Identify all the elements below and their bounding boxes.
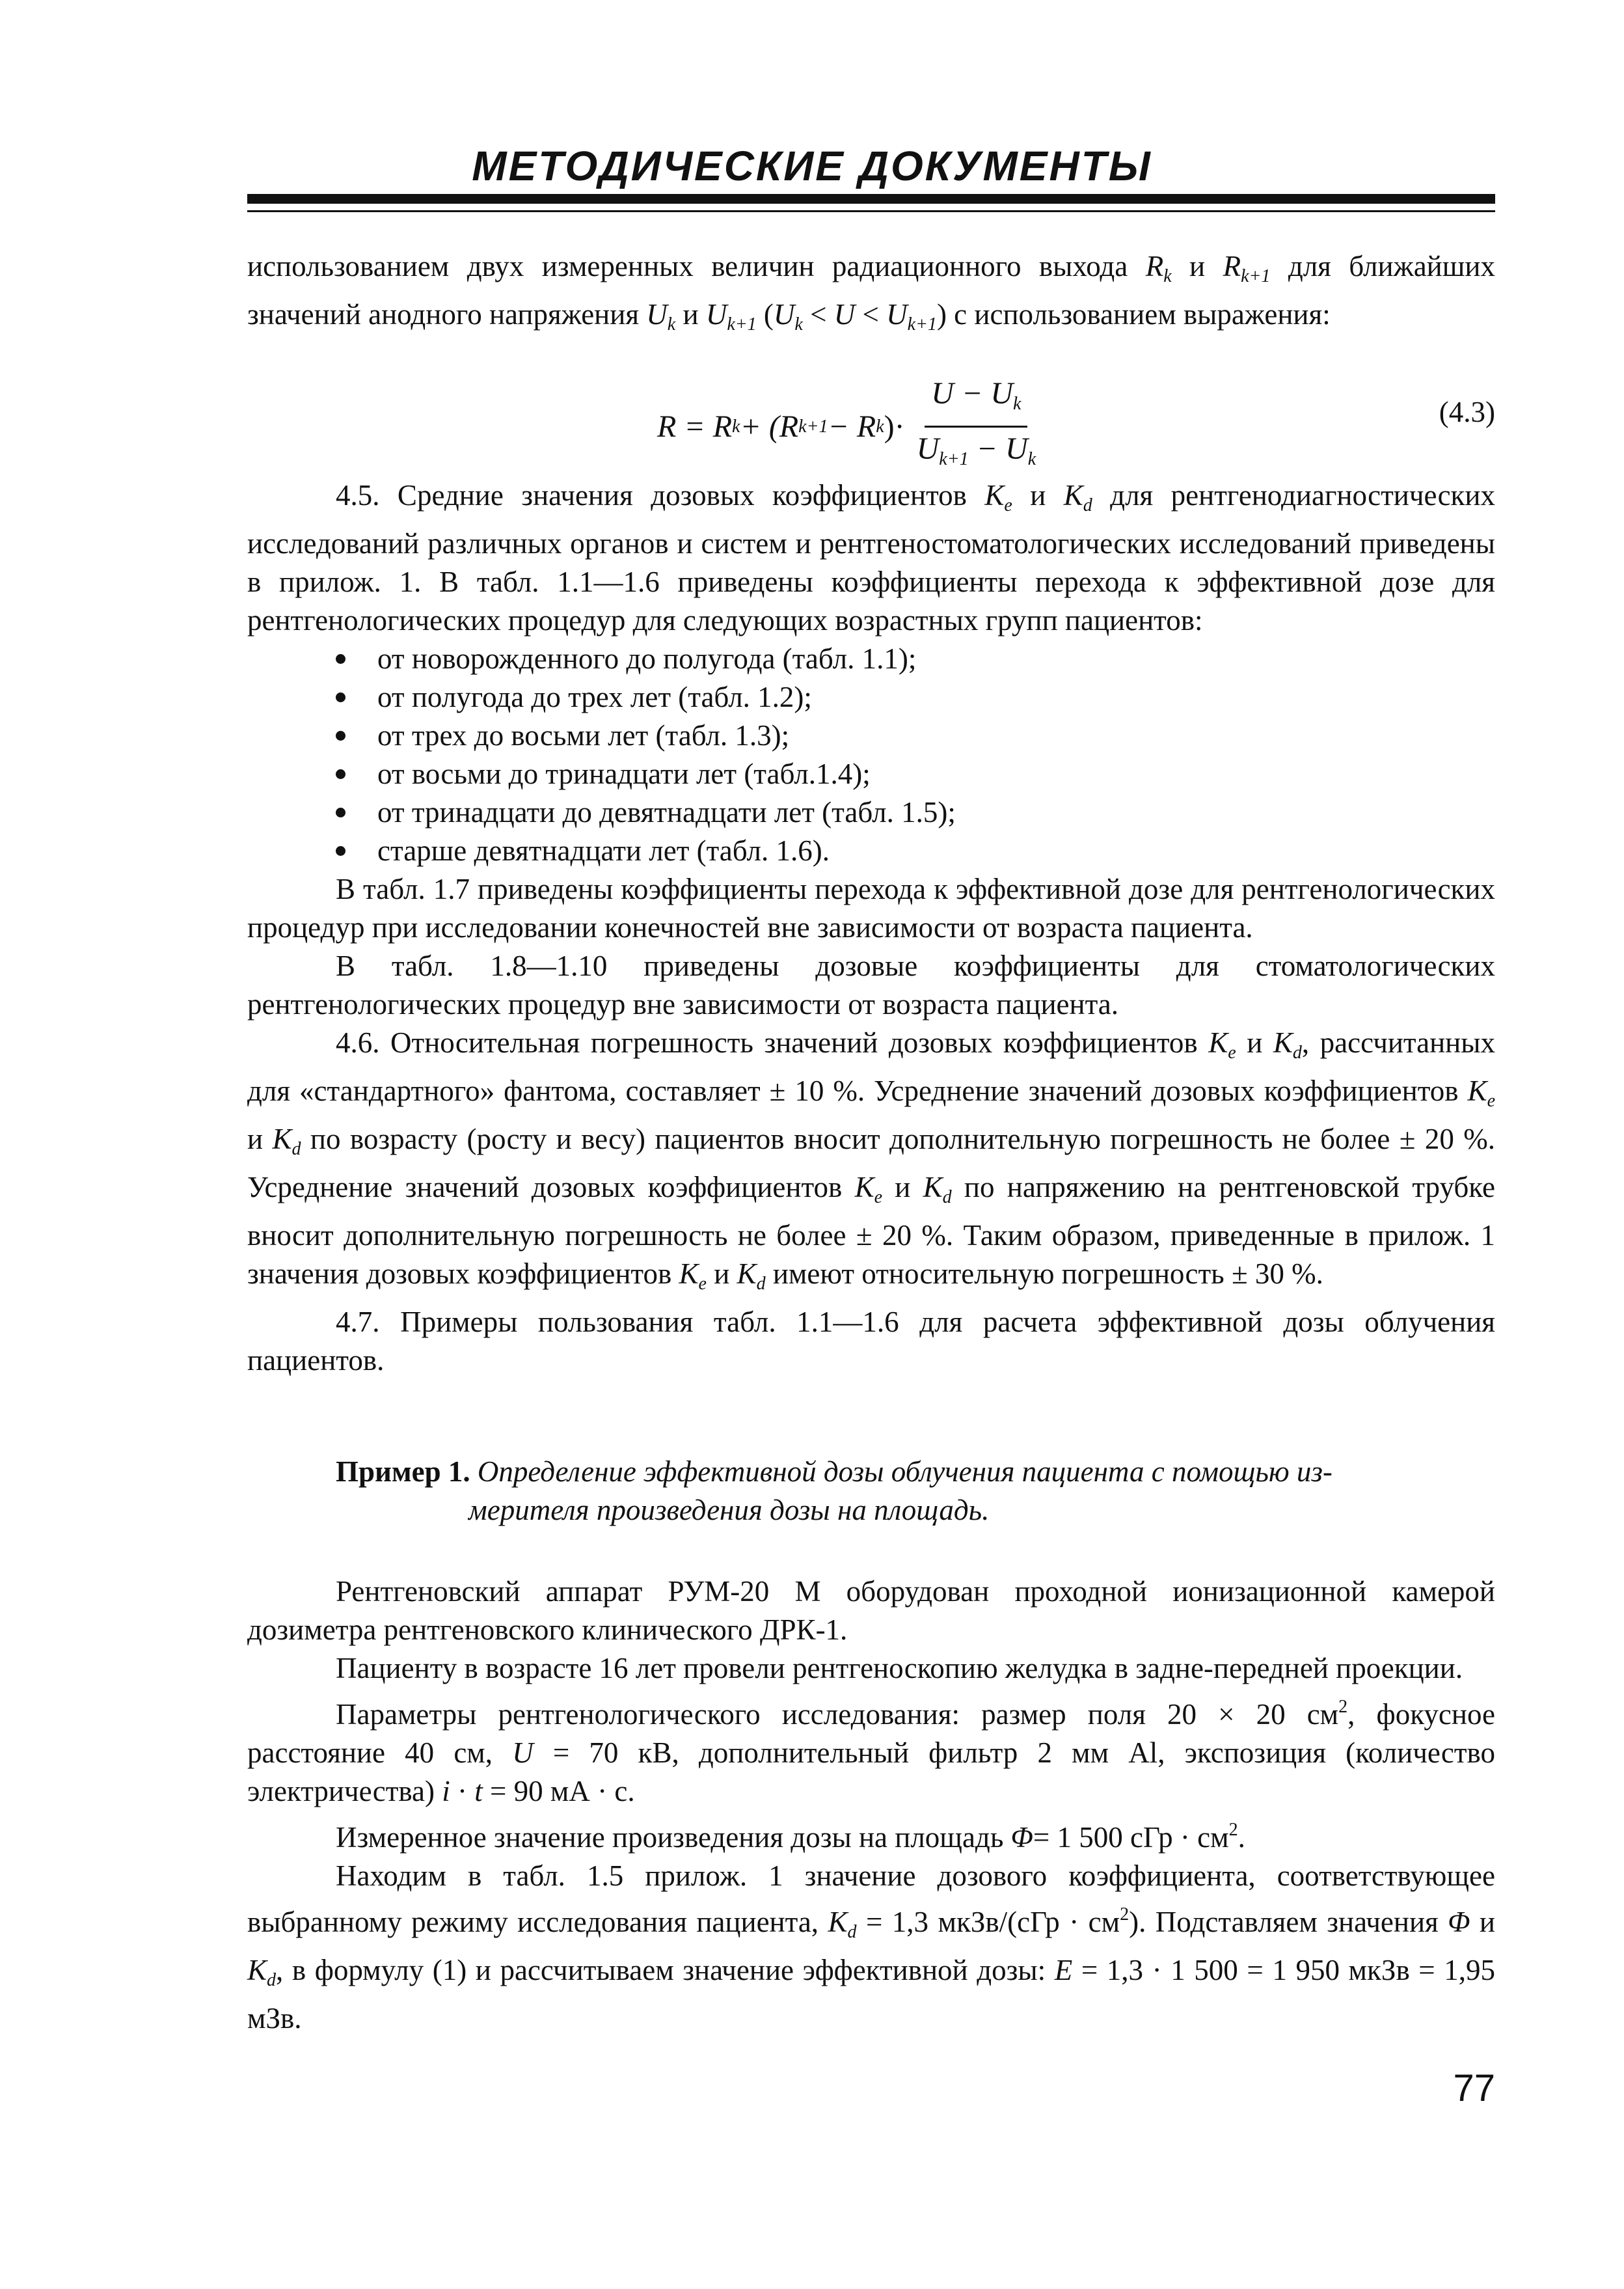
list-item: от полугода до трех лет (табл. 1.2); <box>247 678 1495 717</box>
list-item: от новорожденного до полугода (табл. 1.1); <box>247 640 1495 678</box>
page-body <box>247 247 1495 2038</box>
bullet-icon <box>336 846 345 856</box>
bullet-icon <box>336 654 345 664</box>
paragraph-table-1-7: В табл. 1.7 приведены коэффициенты перехода к эффективной дозе для рентгенологических процедур при исследовании конечностей вне зависимости от возраста пациента. <box>247 873 1495 944</box>
example-paragraph-5: Находим в табл. 1.5 прилож. 1 значение дозового коэффициента, соответствующее выбранному режиму исследования пациента, $K_d = 1,3$ мкЗв/(сГр · $см^2$). Подставляем значения Φ и $K_d$, в формулу (1) и рассчитываем значение эффективной дозы: E = 1,3 · 1 500 = 1 950 мкЗв = 1,95 мЗв. <box>247 1859 1495 2035</box>
bullet-icon <box>336 808 345 817</box>
paragraph-4-7: 4.7. Примеры пользования табл. 1.1—1.6 для расчета эффективной дозы облучения пациентов. <box>247 1306 1495 1377</box>
paragraph-table-1-8: В табл. 1.8—1.10 приведены дозовые коэффициенты для стоматологических рентгенологических процедур вне зависимости от возраста пациента. <box>247 950 1495 1021</box>
list-item: старше девятнадцати лет (табл. 1.6). <box>247 832 1495 870</box>
page-number: 77 <box>1453 2067 1495 2109</box>
formula-fraction: $\frac{U - U_k}{U_{k+1} - U_k}$ <box>916 376 1036 469</box>
header-rule-thick <box>247 194 1495 204</box>
example-title-continued: мерителя произведения дозы на площадь. <box>468 1494 990 1526</box>
running-header: МЕТОДИЧЕСКИЕ ДОКУМЕНТЫ <box>472 143 1152 189</box>
age-groups-list <box>247 640 1495 870</box>
paragraph-4-5: 4.5. Средние значения дозовых коэффициентов $K_e$ и $K_d$ для рентгенодиагностических исследований различных органов и систем и рентгеностоматологических исследований приведены в прилож. 1. В табл. 1.1—1.6 приведены коэффициенты перехода к эффективной дозе для рентгенологических процедур для следующих возрастных групп пациентов: <box>247 479 1495 637</box>
list-item: от тринадцати до девятнадцати лет (табл. 1.5); <box>247 793 1495 832</box>
example-paragraph-1: Рентгеновский аппарат РУМ-20 М оборудован проходной ионизационной камерой дозиметра рентгеновского клинического ДРК-1. <box>247 1575 1495 1646</box>
example-paragraph-2: Пациенту в возрасте 16 лет провели рентгеноскопию желудка в задне-передней проекции. <box>336 1652 1463 1684</box>
bullet-icon <box>336 692 345 702</box>
formula-4-3 <box>247 349 1495 473</box>
header-rule-thin <box>247 210 1495 212</box>
intro-paragraph: использованием двух измеренных величин радиационного выхода $R_k$ и $R_{k+1}$ для ближайших значений анодного напряжения $U_k$ и $U_{k+1}$ $(U_k < U < U_{k+1})$ с использованием выражения: <box>247 250 1495 335</box>
example-title: Определение эффективной дозы облучения пациента с помощью из- <box>477 1455 1333 1488</box>
example-label: Пример 1. <box>336 1455 470 1488</box>
example-paragraph-4: Измеренное значение произведения дозы на площадь Φ= 1 500 сГр · $см^2$. <box>336 1820 1245 1854</box>
bullet-icon <box>336 769 345 779</box>
list-item: от трех до восьми лет (табл. 1.3); <box>247 717 1495 755</box>
formula-expression: R = R k + (R k+1 − R k )· $\frac{U - U_k}{U_{k+1} - U_k}$ <box>657 375 1042 478</box>
example-paragraph-3: Параметры рентгенологического исследования: размер поля 20 × 20 $см^2$, фокусное расстояние 40 см, U = 70 кВ, дополнительный фильтр 2 мм Al, экспозиция (количество электричества) i · t = 90 мА · с. <box>247 1697 1495 1807</box>
example-heading <box>247 1453 1495 1529</box>
bullet-icon <box>336 731 345 741</box>
list-item: от восьми до тринадцати лет (табл.1.4); <box>247 755 1495 793</box>
formula-number: (4.3) <box>1439 396 1495 428</box>
paragraph-4-6: 4.6. Относительная погрешность значений дозовых коэффициентов $K_e$ и $K_d$, рассчитанных для «стандартного» фантома, составляет ± 10 %. Усреднение значений дозовых коэффициентов $K_e$ и $K_d$ по возрасту (росту и весу) пациентов вносит дополнительную погрешность не более ± 20 %. Усреднение значений дозовых коэффициентов $K_e$ и $K_d$ по напряжению на рентгеновской трубке вносит дополнительную погрешность не более ± 20 %. Таким образом, приведенные в прилож. 1 значения дозовых коэффициентов $K_e$ и $K_d$ имеют относительную погрешность ± 30 %. <box>247 1026 1495 1294</box>
